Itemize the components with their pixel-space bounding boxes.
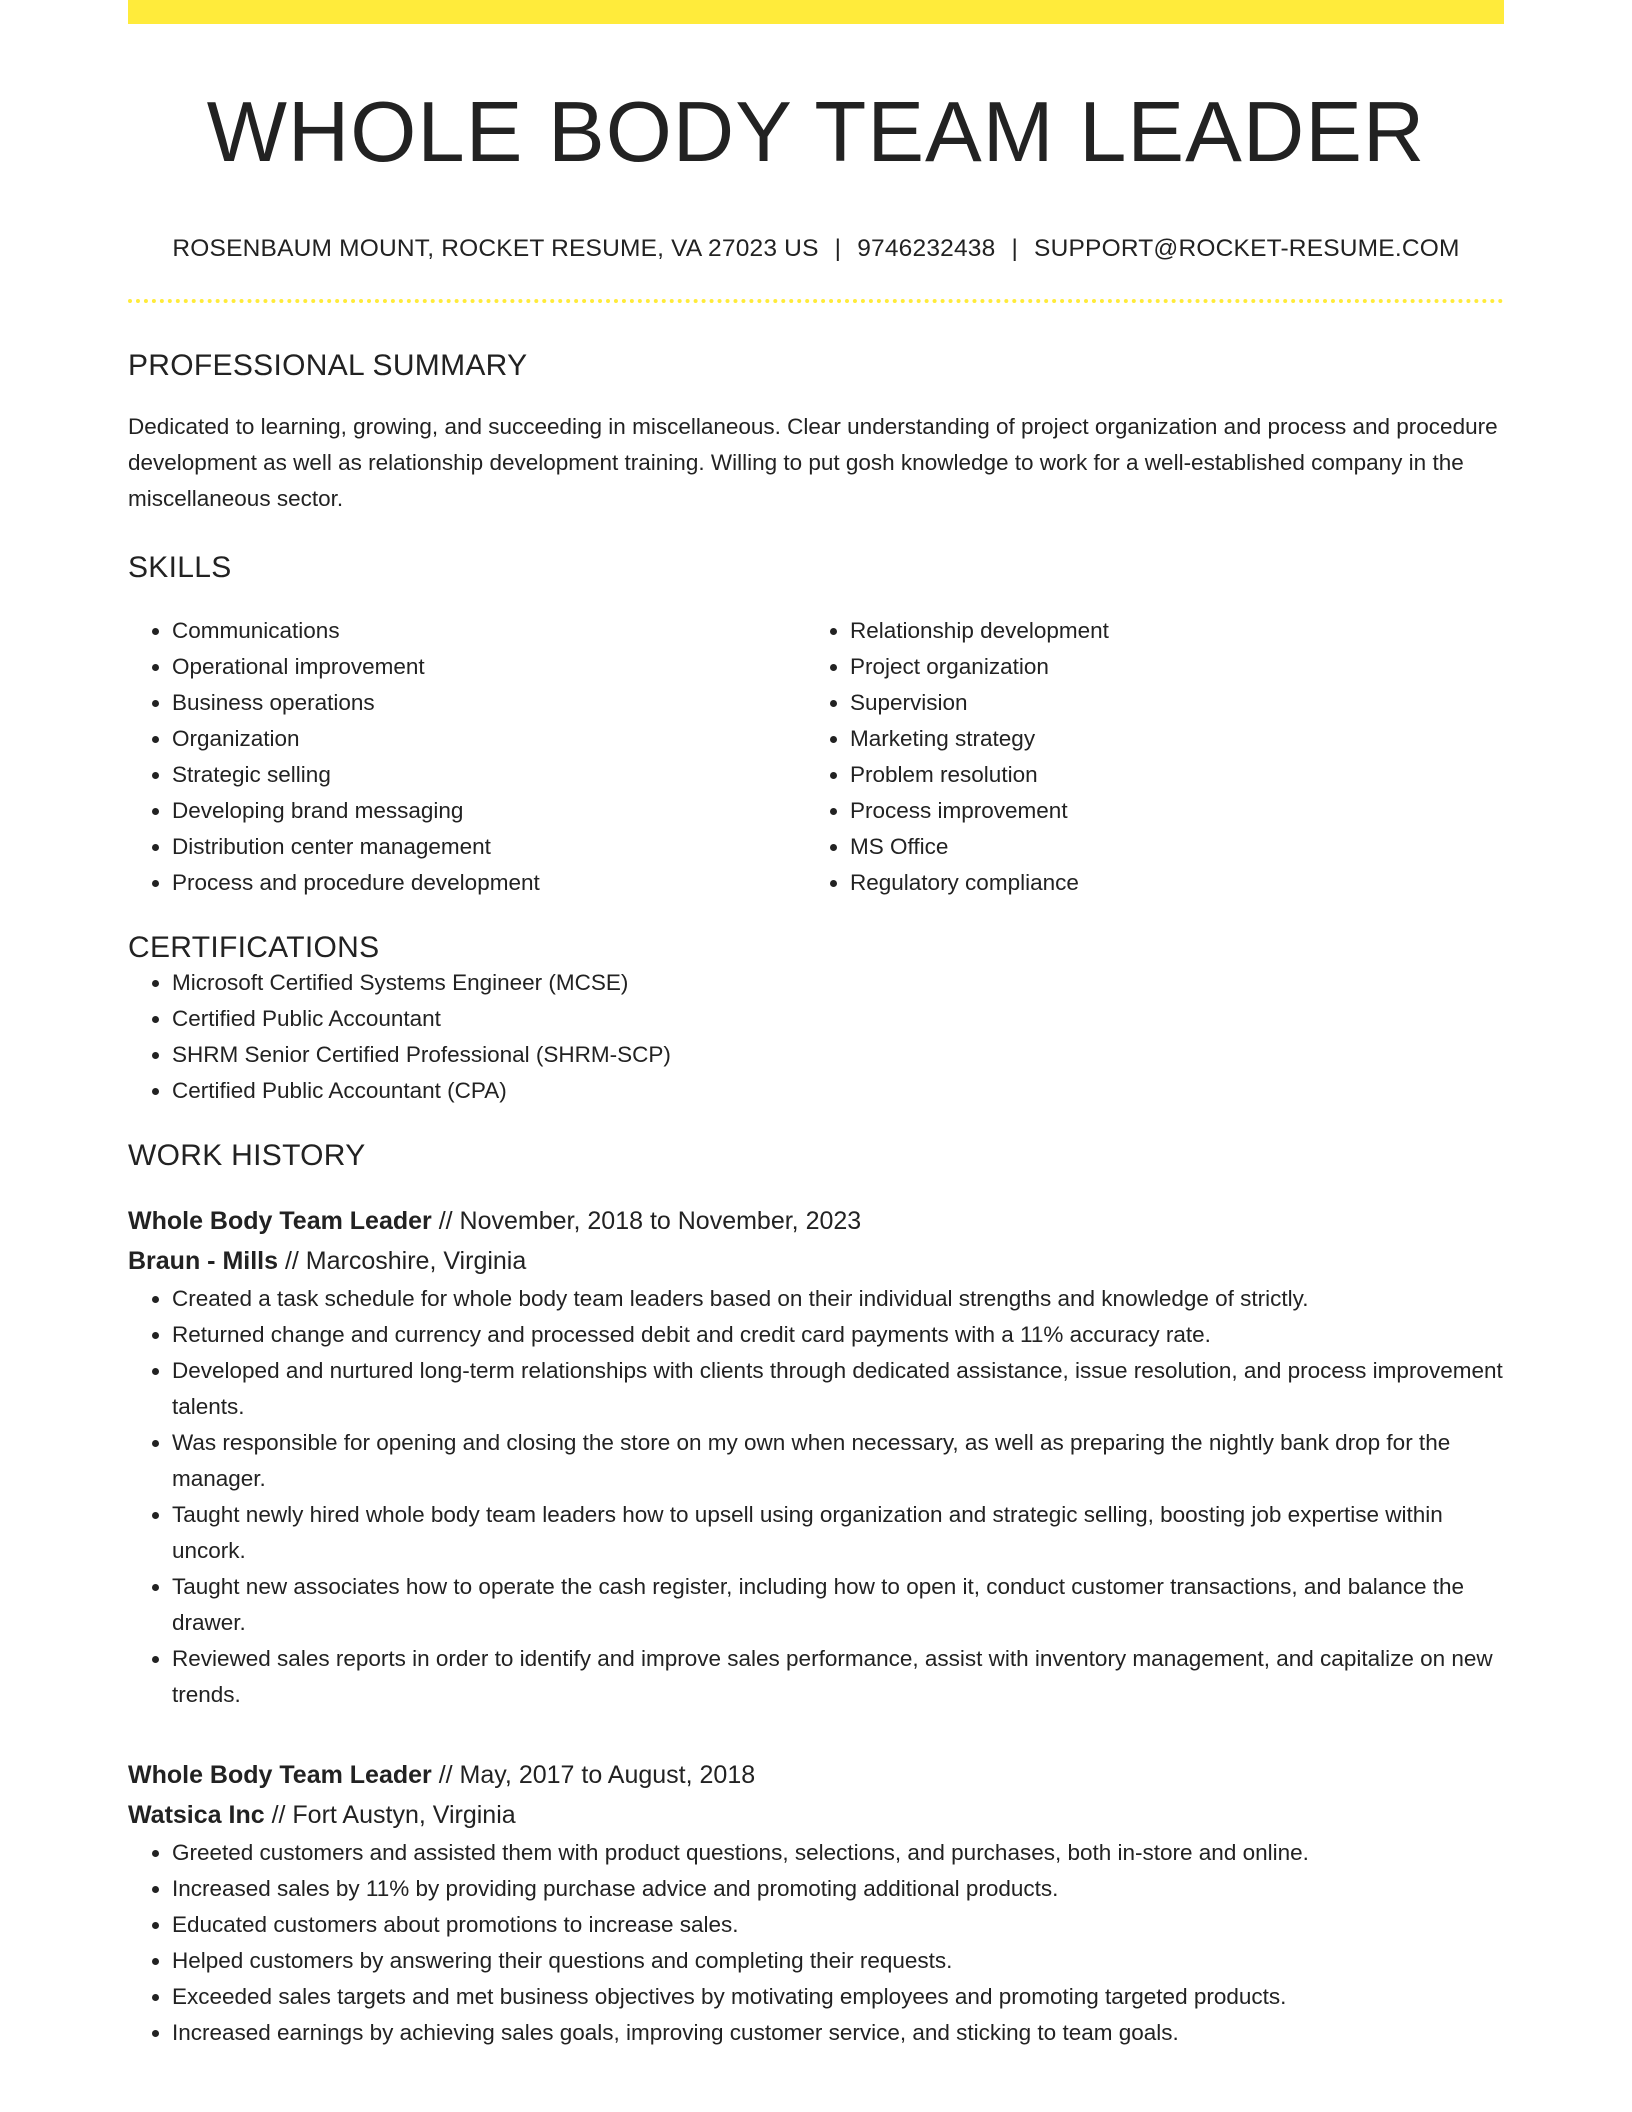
work-history-heading: WORK HISTORY <box>128 1138 366 1172</box>
list-item: • Organization <box>172 721 806 757</box>
job-header <box>128 1755 1504 1835</box>
contact-phone: 9746232438 <box>857 234 996 262</box>
list-item: • Increased sales by 11% by providing purchase advice and promoting additional products. <box>172 1871 1504 1907</box>
job-entry <box>128 1201 1504 1713</box>
summary-text: Dedicated to learning, growing, and succeeding in miscellaneous. Clear understanding of project organization and process and procedure development as well as relationship development training. Willing to put gosh knowledge to work for a well-established company in the miscellaneous sector. <box>128 413 1498 511</box>
list-item: • Increased earnings by achieving sales goals, improving customer service, and sticking to team goals. <box>172 2015 1504 2051</box>
resume-page <box>128 0 1504 2051</box>
list-item: • Created a task schedule for whole body team leaders based on their individual strengths and knowledge of strictly. <box>172 1281 1504 1317</box>
job-bullets <box>128 1835 1504 2051</box>
job-company: Watsica Inc <box>128 1800 265 1829</box>
list-item: • Process and procedure development <box>172 865 806 901</box>
list-item: • Marketing strategy <box>850 721 1484 757</box>
contact-separator: | <box>1011 234 1019 262</box>
job-entry <box>128 1755 1504 2051</box>
skills-heading: SKILLS <box>128 550 232 584</box>
list-item: • Certified Public Accountant (CPA) <box>172 1073 1504 1109</box>
list-item: • MS Office <box>850 829 1484 865</box>
job-company: Braun - Mills <box>128 1246 279 1275</box>
list-item: • Certified Public Accountant <box>172 1001 1504 1037</box>
list-item: • Was responsible for opening and closing the store on my own when necessary, as well as preparing the nightly bank drop for the manager. <box>172 1425 1504 1497</box>
list-item: • Regulatory compliance <box>850 865 1484 901</box>
list-item: • Developed and nurtured long-term relationships with clients through dedicated assistance, issue resolution, and process improvement talents. <box>172 1353 1504 1425</box>
list-item: • Supervision <box>850 685 1484 721</box>
list-item: • Microsoft Certified Systems Engineer (MCSE) <box>172 965 1504 1001</box>
contact-separator: | <box>834 234 842 262</box>
job-dates: // November, 2018 to November, 2023 <box>431 1206 862 1235</box>
job-bullets <box>128 1281 1504 1713</box>
list-item: • Process improvement <box>850 793 1484 829</box>
job-role: Whole Body Team Leader <box>128 1206 432 1235</box>
job-company-line <box>128 1241 1504 1281</box>
accent-top-bar <box>128 0 1504 24</box>
job-location: // Marcoshire, Virginia <box>278 1246 527 1275</box>
list-item: • Developing brand messaging <box>172 793 806 829</box>
list-item: • Returned change and currency and processed debit and credit card payments with a 11% accuracy rate. <box>172 1317 1504 1353</box>
job-dates: // May, 2017 to August, 2018 <box>431 1760 756 1789</box>
list-item: • Exceeded sales targets and met business objectives by motivating employees and promoting targeted products. <box>172 1979 1504 2015</box>
certifications-list <box>128 965 1504 1109</box>
list-item: • Communications <box>172 613 806 649</box>
list-item: • Business operations <box>172 685 806 721</box>
summary-heading: PROFESSIONAL SUMMARY <box>128 348 528 382</box>
list-item: • Problem resolution <box>850 757 1484 793</box>
list-item: • Operational improvement <box>172 649 806 685</box>
list-item: • Project organization <box>850 649 1484 685</box>
list-item: • Taught newly hired whole body team leaders how to upsell using organization and strategic selling, boosting job expertise within uncork. <box>172 1497 1504 1569</box>
job-role-line <box>128 1755 1504 1795</box>
list-item: • Strategic selling <box>172 757 806 793</box>
job-role-line <box>128 1201 1504 1241</box>
work-history-list <box>128 1201 1504 2051</box>
certifications-heading: CERTIFICATIONS <box>128 930 380 964</box>
job-company-line <box>128 1795 1504 1835</box>
list-item: • Helped customers by answering their questions and completing their requests. <box>172 1943 1504 1979</box>
contact-address: ROSENBAUM MOUNT, ROCKET RESUME, VA 27023 US <box>172 234 819 262</box>
list-item: • Relationship development <box>850 613 1484 649</box>
list-item: • Greeted customers and assisted them with product questions, selections, and purchases, both in-store and online. <box>172 1835 1504 1871</box>
job-location: // Fort Austyn, Virginia <box>264 1800 516 1829</box>
list-item: • Taught new associates how to operate the cash register, including how to open it, conduct customer transactions, and balance the drawer. <box>172 1569 1504 1641</box>
list-item: • SHRM Senior Certified Professional (SHRM-SCP) <box>172 1037 1504 1073</box>
job-header <box>128 1201 1504 1281</box>
skills-grid <box>128 613 1504 901</box>
header-divider <box>128 299 1504 303</box>
list-item: • Distribution center management <box>172 829 806 865</box>
candidate-name: WHOLE BODY TEAM LEADER <box>206 85 1426 180</box>
skills-column-right <box>806 613 1484 901</box>
contact-line <box>128 235 1504 263</box>
skills-column-left <box>128 613 806 901</box>
list-item: • Educated customers about promotions to increase sales. <box>172 1907 1504 1943</box>
job-role: Whole Body Team Leader <box>128 1760 432 1789</box>
list-item: • Reviewed sales reports in order to identify and improve sales performance, assist with inventory management, and capitalize on new trends. <box>172 1641 1504 1713</box>
contact-email: SUPPORT@ROCKET-RESUME.COM <box>1034 234 1460 262</box>
